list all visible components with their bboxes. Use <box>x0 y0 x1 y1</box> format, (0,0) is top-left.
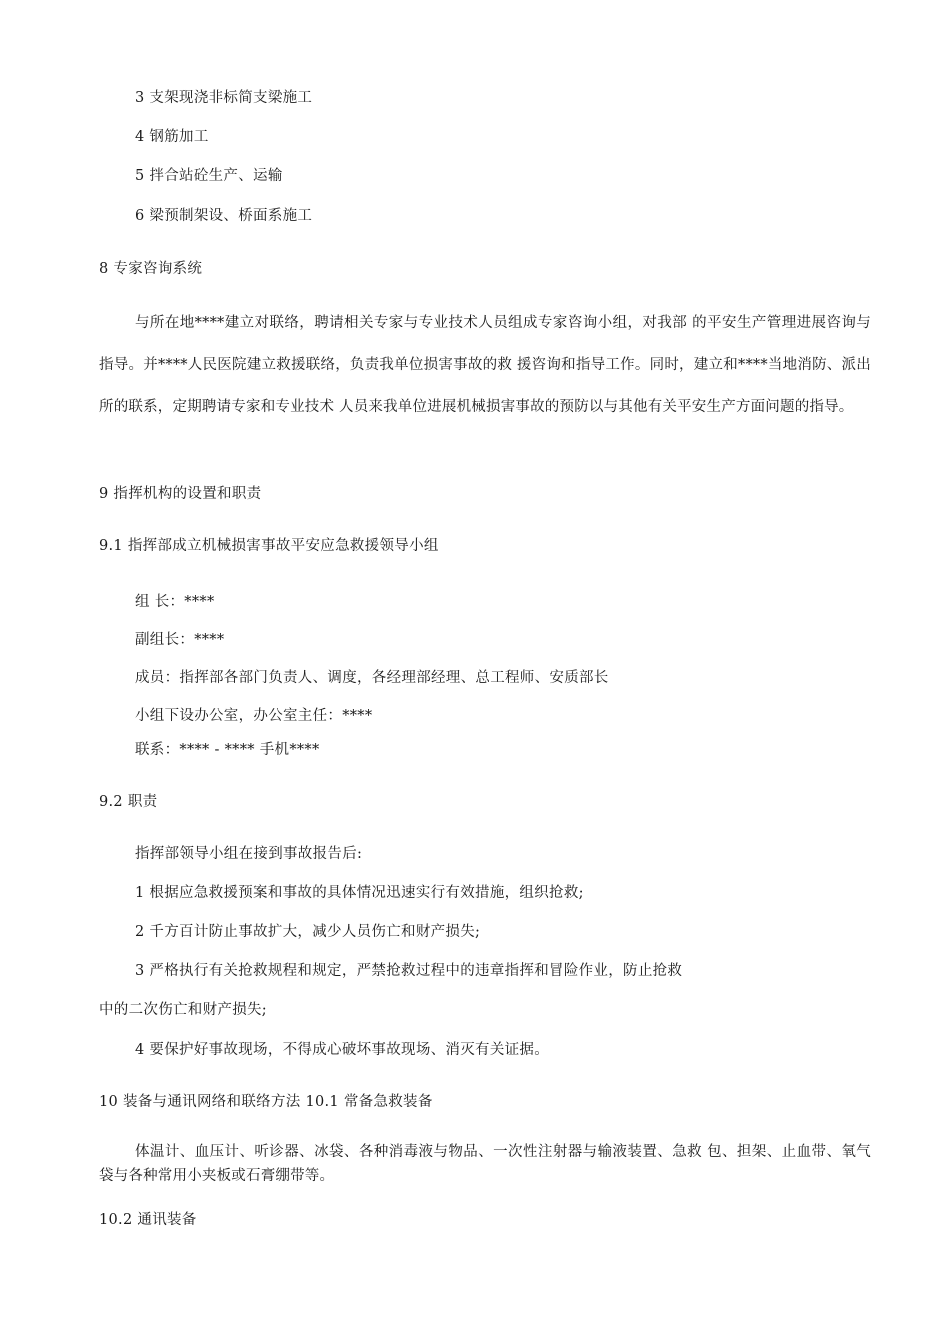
duty-item-continued: 中的二次伤亡和财产损失; <box>99 1002 267 1018</box>
duty-item: 2 千方百计防止事故扩大，减少人员伤亡和财产损失; <box>135 924 481 940</box>
section-heading: 8 专家咨询系统 <box>99 261 203 277</box>
section-paragraph: 与所在地****建立对联络，聘请相关专家与专业技术人员组成专家咨询小组，对我部 的平安生产管理进展咨询与指导。并****人民医院建立救援联络，负责我单位损害事故的救 援咨询和指导工作。同时，建立和****当地消防、派出所的联系，定期聘请专家和专业技术 人员来我单位进展机械损害事故的预防以与其他有关平安生产方面问题的指导。 <box>99 315 871 415</box>
duty-item: 4 要保护好事故现场，不得成心破坏事故现场、消灭有关证据。 <box>135 1042 550 1058</box>
member-line: 小组下设办公室，办公室主任：**** <box>135 708 373 724</box>
member-line: 副组长：**** <box>135 632 225 648</box>
subsection-heading: 9.1 指挥部成立机械损害事故平安应急救援领导小组 <box>99 538 439 554</box>
section-heading: 10 装备与通讯网络和联络方法 10.1 常备急救装备 <box>99 1094 433 1110</box>
section-heading: 9 指挥机构的设置和职责 <box>99 486 262 502</box>
member-line: 成员：指挥部各部门负责人、调度，各经理部经理、总工程师、安质部长 <box>135 670 609 686</box>
subsection-heading: 9.2 职责 <box>99 794 158 810</box>
list-item: 4 钢筋加工 <box>135 129 209 145</box>
list-item: 5 拌合站砼生产、运输 <box>135 168 283 184</box>
section-paragraph: 体温计、血压计、听诊器、冰袋、各种消毒液与物品、一次性注射器与输液装置、急救 包、担架、止血带、氧气袋与各种常用小夹板或石膏绷带等。 <box>99 1144 871 1184</box>
duty-intro: 指挥部领导小组在接到事故报告后: <box>135 846 363 862</box>
duty-item: 1 根据应急救援预案和事故的具体情况迅速实行有效措施，组织抢救; <box>135 885 584 901</box>
duty-item: 3 严格执行有关抢救规程和规定，严禁抢救过程中的违章指挥和冒险作业，防止抢救 <box>135 963 683 979</box>
member-line: 组 长：**** <box>135 594 215 610</box>
list-item: 6 梁预制架设、桥面系施工 <box>135 208 313 224</box>
member-line: 联系：**** - **** 手机**** <box>135 742 320 758</box>
list-item: 3 支架现浇非标简支梁施工 <box>135 90 313 106</box>
subsection-heading: 10.2 通讯装备 <box>99 1212 197 1228</box>
